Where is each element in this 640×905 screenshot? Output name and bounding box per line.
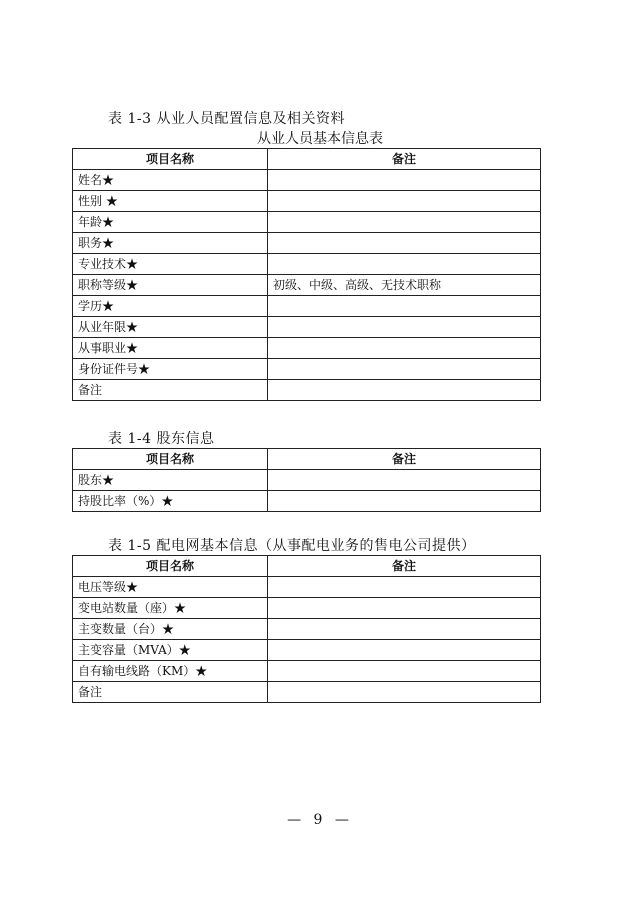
header-item-name: 项目名称	[73, 149, 268, 170]
remarks-cell	[268, 317, 541, 338]
header-remarks: 备注	[268, 556, 541, 577]
table-row	[73, 254, 541, 275]
item-name-cell: 主变数量（台）★	[73, 619, 268, 640]
item-name-cell: 备注	[73, 682, 268, 703]
header-item-name: 项目名称	[73, 449, 268, 470]
item-name-cell: 姓名★	[73, 170, 268, 191]
remarks-cell	[268, 359, 541, 380]
page-number: — 9 —	[287, 812, 353, 828]
remarks-cell	[268, 170, 541, 191]
shareholder-info-table	[72, 448, 541, 512]
remarks-cell	[268, 577, 541, 598]
table-row	[73, 380, 541, 401]
item-name-cell: 年龄★	[73, 212, 268, 233]
table-header-row	[73, 449, 541, 470]
table-row	[73, 191, 541, 212]
table-row	[73, 233, 541, 254]
item-name-cell: 职称等级★	[73, 275, 268, 296]
remarks-cell: 初级、中级、高级、无技术职称	[268, 275, 541, 296]
remarks-cell	[268, 682, 541, 703]
header-remarks: 备注	[268, 449, 541, 470]
item-name-cell: 从事职业★	[73, 338, 268, 359]
table-1-3-caption: 表 1-3 从业人员配置信息及相关资料	[108, 111, 345, 127]
item-name-cell: 主变容量（MVA）★	[73, 640, 268, 661]
table-header-row	[73, 149, 541, 170]
remarks-cell	[268, 233, 541, 254]
table-row	[73, 640, 541, 661]
table-row	[73, 296, 541, 317]
table-row	[73, 317, 541, 338]
distribution-network-table	[72, 555, 541, 703]
table-row	[73, 619, 541, 640]
remarks-cell	[268, 296, 541, 317]
item-name-cell: 从业年限★	[73, 317, 268, 338]
item-name-cell: 自有输电线路（KM）★	[73, 661, 268, 682]
remarks-cell	[268, 212, 541, 233]
table-row	[73, 359, 541, 380]
item-name-cell: 性别 ★	[73, 191, 268, 212]
table-row	[73, 491, 541, 512]
table-1-5-caption: 表 1-5 配电网基本信息（从事配电业务的售电公司提供）	[108, 538, 476, 554]
table-row	[73, 682, 541, 703]
remarks-cell	[268, 380, 541, 401]
table-row	[73, 212, 541, 233]
item-name-cell: 电压等级★	[73, 577, 268, 598]
item-name-cell: 股东★	[73, 470, 268, 491]
remarks-cell	[268, 661, 541, 682]
remarks-cell	[268, 491, 541, 512]
table-row	[73, 470, 541, 491]
remarks-cell	[268, 598, 541, 619]
item-name-cell: 身份证件号★	[73, 359, 268, 380]
item-name-cell: 变电站数量（座）★	[73, 598, 268, 619]
table-row	[73, 598, 541, 619]
staff-info-table	[72, 148, 541, 401]
header-remarks: 备注	[268, 149, 541, 170]
item-name-cell: 职务★	[73, 233, 268, 254]
table-row	[73, 338, 541, 359]
remarks-cell	[268, 338, 541, 359]
table-row	[73, 661, 541, 682]
remarks-cell	[268, 640, 541, 661]
table-header-row	[73, 556, 541, 577]
remarks-cell	[268, 619, 541, 640]
remarks-cell	[268, 254, 541, 275]
item-name-cell: 学历★	[73, 296, 268, 317]
item-name-cell: 专业技术★	[73, 254, 268, 275]
item-name-cell: 备注	[73, 380, 268, 401]
item-name-cell: 持股比率（%）★	[73, 491, 268, 512]
table-row	[73, 577, 541, 598]
remarks-cell	[268, 470, 541, 491]
table-row	[73, 170, 541, 191]
table-1-3-subtitle: 从业人员基本信息表	[257, 131, 383, 147]
remarks-cell	[268, 191, 541, 212]
table-1-4-caption: 表 1-4 股东信息	[108, 431, 215, 447]
header-item-name: 项目名称	[73, 556, 268, 577]
table-row	[73, 275, 541, 296]
